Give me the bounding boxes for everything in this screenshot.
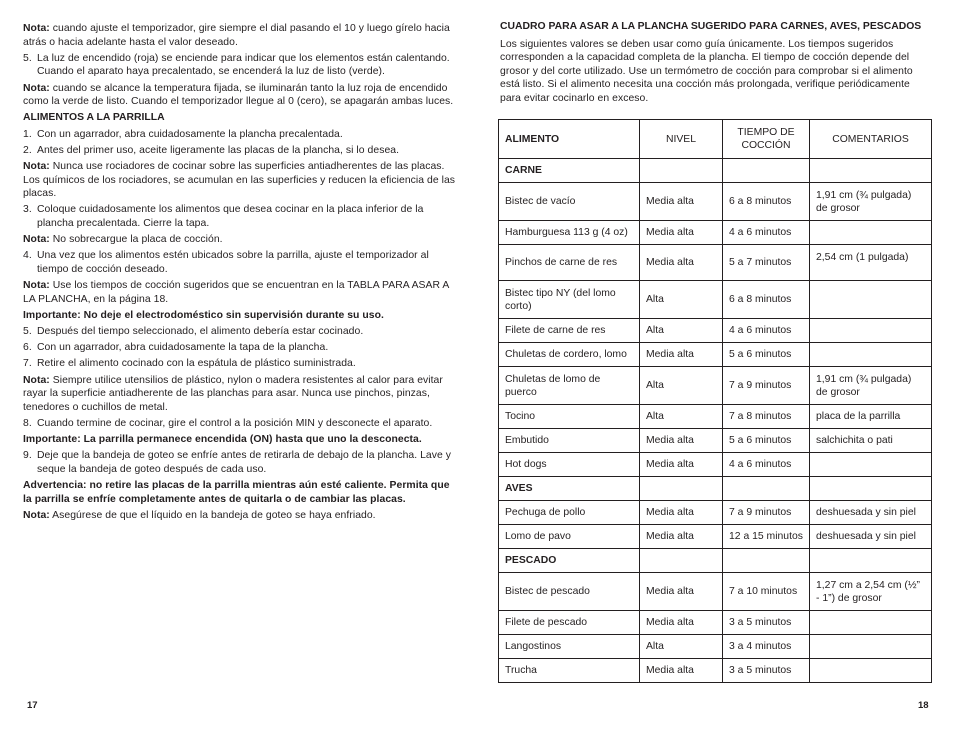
table-cell xyxy=(723,477,810,501)
table-cell: CARNE xyxy=(499,159,640,183)
table-cell: 6 a 8 minutos xyxy=(723,281,810,319)
table-cell: Media alta xyxy=(640,183,723,221)
step-5: 5. La luz de encendido (roja) se enciende para indicar que los elementos están calentando. Cuando el aparato haya precalentado, se encenderá la luz de listo (verde). xyxy=(23,52,450,78)
table-cell: Media alta xyxy=(640,611,723,635)
table-cell: Tocino xyxy=(499,405,640,429)
table-row xyxy=(499,245,932,281)
table-cell: Media alta xyxy=(640,343,723,367)
table-cell: Alta xyxy=(640,281,723,319)
note-drip: Nota: Asegúrese de que el líquido en la bandeja de goteo se haya enfriado. xyxy=(23,509,376,521)
table-cell xyxy=(640,477,723,501)
table-row xyxy=(499,281,932,319)
table-cell: Media alta xyxy=(640,429,723,453)
list-item: 1. Con un agarrador, abra cuidadosamente la plancha precalentada. xyxy=(23,128,343,140)
table-cell xyxy=(810,635,932,659)
table-cell: AVES xyxy=(499,477,640,501)
table-cell xyxy=(810,221,932,245)
table-cell: Trucha xyxy=(499,659,640,683)
table-cell: placa de la parrilla xyxy=(810,405,932,429)
table-cell: 2,54 cm (1 pulgada) xyxy=(810,245,932,281)
table-cell: 3 a 5 minutos xyxy=(723,659,810,683)
section-row xyxy=(499,549,932,573)
table-cell: 5 a 6 minutos xyxy=(723,343,810,367)
table-cell: Embutido xyxy=(499,429,640,453)
note-overload: Nota: No sobrecargue la placa de cocción. xyxy=(23,234,223,246)
warning: Advertencia: no retire las placas de la parrilla mientras aún esté caliente. Permita que la parrilla se enfríe completamente antes de quitarla o de cambiar las placas. xyxy=(23,480,450,505)
table-cell: Media alta xyxy=(640,245,723,281)
table-cell: Filete de pescado xyxy=(499,611,640,635)
table-row xyxy=(499,611,932,635)
table-cell: Langostinos xyxy=(499,635,640,659)
table-row xyxy=(499,525,932,549)
table-cell: 1,91 cm (¾ pulgada) de grosor xyxy=(810,183,932,221)
table-cell xyxy=(810,343,932,367)
table-row xyxy=(499,319,932,343)
table-cell xyxy=(810,453,932,477)
table-cell: Pinchos de carne de res xyxy=(499,245,640,281)
table-cell xyxy=(723,159,810,183)
table-cell: Media alta xyxy=(640,525,723,549)
table-row xyxy=(499,635,932,659)
table-cell: 4 a 6 minutos xyxy=(723,319,810,343)
table-row xyxy=(499,429,932,453)
table-cell: 12 a 15 minutos xyxy=(723,525,810,549)
section-row xyxy=(499,159,932,183)
important-on: Importante: La parrilla permanece encendida (ON) hasta que uno la desconecta. xyxy=(23,434,422,446)
table-row xyxy=(499,659,932,683)
table-cell: Media alta xyxy=(640,221,723,245)
table-row xyxy=(499,343,932,367)
table-cell: 3 a 5 minutos xyxy=(723,611,810,635)
table-cell xyxy=(810,159,932,183)
table-cell: Media alta xyxy=(640,659,723,683)
list-item: 8. Cuando termine de cocinar, gire el control a la posición MIN y desconecte el aparato. xyxy=(23,417,433,429)
table-cell: 3 a 4 minutos xyxy=(723,635,810,659)
table-cell: ALIMENTO xyxy=(499,120,640,159)
table-cell xyxy=(810,477,932,501)
list-item: 9. Deje que la bandeja de goteo se enfríe antes de retirarla de debajo de la plancha. Lave y seque la bandeja de goteo después de cada uso. xyxy=(23,450,452,475)
table-cell: deshuesada y sin piel xyxy=(810,525,932,549)
note-times: Nota: Use los tiempos de cocción sugeridos que se encuentran en la TABLA PARA ASAR A LA PLANCHA, en la página 18. xyxy=(23,280,449,305)
table-cell: Hamburguesa 113 g (4 oz) xyxy=(499,221,640,245)
table-cell: TIEMPO DE COCCIÓN xyxy=(723,120,810,159)
table-cell: Alta xyxy=(640,635,723,659)
table-cell: 7 a 10 minutos xyxy=(723,573,810,611)
list-item: 6. Con un agarrador, abra cuidadosamente la tapa de la plancha. xyxy=(23,342,329,354)
list-item: 4. Una vez que los alimentos estén ubicados sobre la parrilla, ajuste el temporizador al tiempo de cocción deseado. xyxy=(23,250,429,275)
list-item: 7. Retire el alimento cocinado con la espátula de plástico suministrada. xyxy=(23,358,356,370)
table-cell: PESCADO xyxy=(499,549,640,573)
table-row xyxy=(499,573,932,611)
table-cell: 4 a 6 minutos xyxy=(723,453,810,477)
table-cell: Filete de carne de res xyxy=(499,319,640,343)
table-cell: 1,27 cm a 2,54 cm (½” - 1”) de grosor xyxy=(810,573,932,611)
table-cell xyxy=(810,319,932,343)
section-row xyxy=(499,477,932,501)
table-cell: NIVEL xyxy=(640,120,723,159)
table-row xyxy=(499,405,932,429)
page-number-right: 18 xyxy=(918,700,929,711)
table-cell: 7 a 9 minutos xyxy=(723,367,810,405)
table-cell: Hot dogs xyxy=(499,453,640,477)
note-utensils: Nota: Siempre utilice utensilios de plástico, nylon o madera resistentes al calor para evitar rayar la superficie antiadherente de las planchas para asar. Nunca use pinchos, pinzas, tenedores o cuchillos de metal. xyxy=(23,374,443,413)
table-cell: Bistec tipo NY (del lomo corto) xyxy=(499,281,640,319)
right-page xyxy=(500,20,932,108)
table-cell xyxy=(810,549,932,573)
table-cell: COMENTARIOS xyxy=(810,120,932,159)
table-header xyxy=(499,120,932,159)
table-cell: Alta xyxy=(640,367,723,405)
table-cell xyxy=(640,159,723,183)
table-cell: Pechuga de pollo xyxy=(499,501,640,525)
table-cell: 5 a 7 minutos xyxy=(723,245,810,281)
table-cell: 5 a 6 minutos xyxy=(723,429,810,453)
table-cell: deshuesada y sin piel xyxy=(810,501,932,525)
table-cell: Chuletas de cordero, lomo xyxy=(499,343,640,367)
table-cell xyxy=(723,549,810,573)
list-item: 2. Antes del primer uso, aceite ligeramente las placas de la plancha, si lo desea. xyxy=(23,144,400,156)
table-cell: Chuletas de lomo de puerco xyxy=(499,367,640,405)
section-heading: ALIMENTOS A LA PARRILLA xyxy=(23,112,165,124)
table-cell: 7 a 9 minutos xyxy=(723,501,810,525)
list-item: 3. Coloque cuidadosamente los alimentos que desea cocinar en la placa inferior de la plancha precalentada. Cierre la tapa. xyxy=(23,204,424,229)
table-cell: Media alta xyxy=(640,453,723,477)
table-cell: 7 a 8 minutos xyxy=(723,405,810,429)
grilling-table xyxy=(498,119,932,683)
note-lights: Nota: cuando se alcance la temperatura fijada, se iluminarán tanto la luz roja de encendido como la verde de listo. Cuando el temporizador llegue al 0 (cero), se apagarán ambas luces. xyxy=(23,82,454,108)
note-timer: Nota: cuando ajuste el temporizador, gire siempre el dial pasando el 10 y luego gírelo hacia atrás o hacia adelante hasta el valor deseado. xyxy=(23,23,450,48)
table-cell: salchichita o pati xyxy=(810,429,932,453)
left-page xyxy=(23,22,458,525)
table-cell: 6 a 8 minutos xyxy=(723,183,810,221)
table-row xyxy=(499,453,932,477)
table-cell: 1,91 cm (¾ pulgada) de grosor xyxy=(810,367,932,405)
table-cell xyxy=(810,659,932,683)
important-supervision: Importante: No deje el electrodoméstico sin supervisión durante su uso. xyxy=(23,309,384,321)
table-row xyxy=(499,501,932,525)
table-cell xyxy=(640,549,723,573)
table-cell: Lomo de pavo xyxy=(499,525,640,549)
intro-text: Los siguientes valores se deben usar como guía únicamente. Los tiempos sugeridos corresponden a la capacidad completa de la plancha. El tiempo de cocción depende del grosor y del corte utilizado. Use un termómetro de cocción para comprobar si el alimento está listo. Si el alimento necesita una cocción más prolongada, verifique periódicamente para evitar cocinarlo en exceso. xyxy=(500,38,913,104)
list-item: 5. Después del tiempo seleccionado, el alimento debería estar cocinado. xyxy=(23,326,364,337)
table-cell: 4 a 6 minutos xyxy=(723,221,810,245)
table-cell: Alta xyxy=(640,319,723,343)
table-row xyxy=(499,221,932,245)
chart-heading: CUADRO PARA ASAR A LA PLANCHA SUGERIDO PARA CARNES, AVES, PESCADOS xyxy=(500,21,922,32)
page-number-left: 17 xyxy=(27,700,38,711)
note-spray: Nota: Nunca use rociadores de cocinar sobre las superficies antiadherentes de las placas. Los químicos de los rociadores, se acumulan en las superficies y reducen la eficiencia de las placas. xyxy=(23,160,456,200)
table-cell: Media alta xyxy=(640,501,723,525)
table-cell: Alta xyxy=(640,405,723,429)
table-cell: Bistec de pescado xyxy=(499,573,640,611)
table-cell: Media alta xyxy=(640,573,723,611)
table-row xyxy=(499,367,932,405)
table-cell: Bistec de vacío xyxy=(499,183,640,221)
table-cell xyxy=(810,611,932,635)
table-cell xyxy=(810,281,932,319)
table-row xyxy=(499,183,932,221)
